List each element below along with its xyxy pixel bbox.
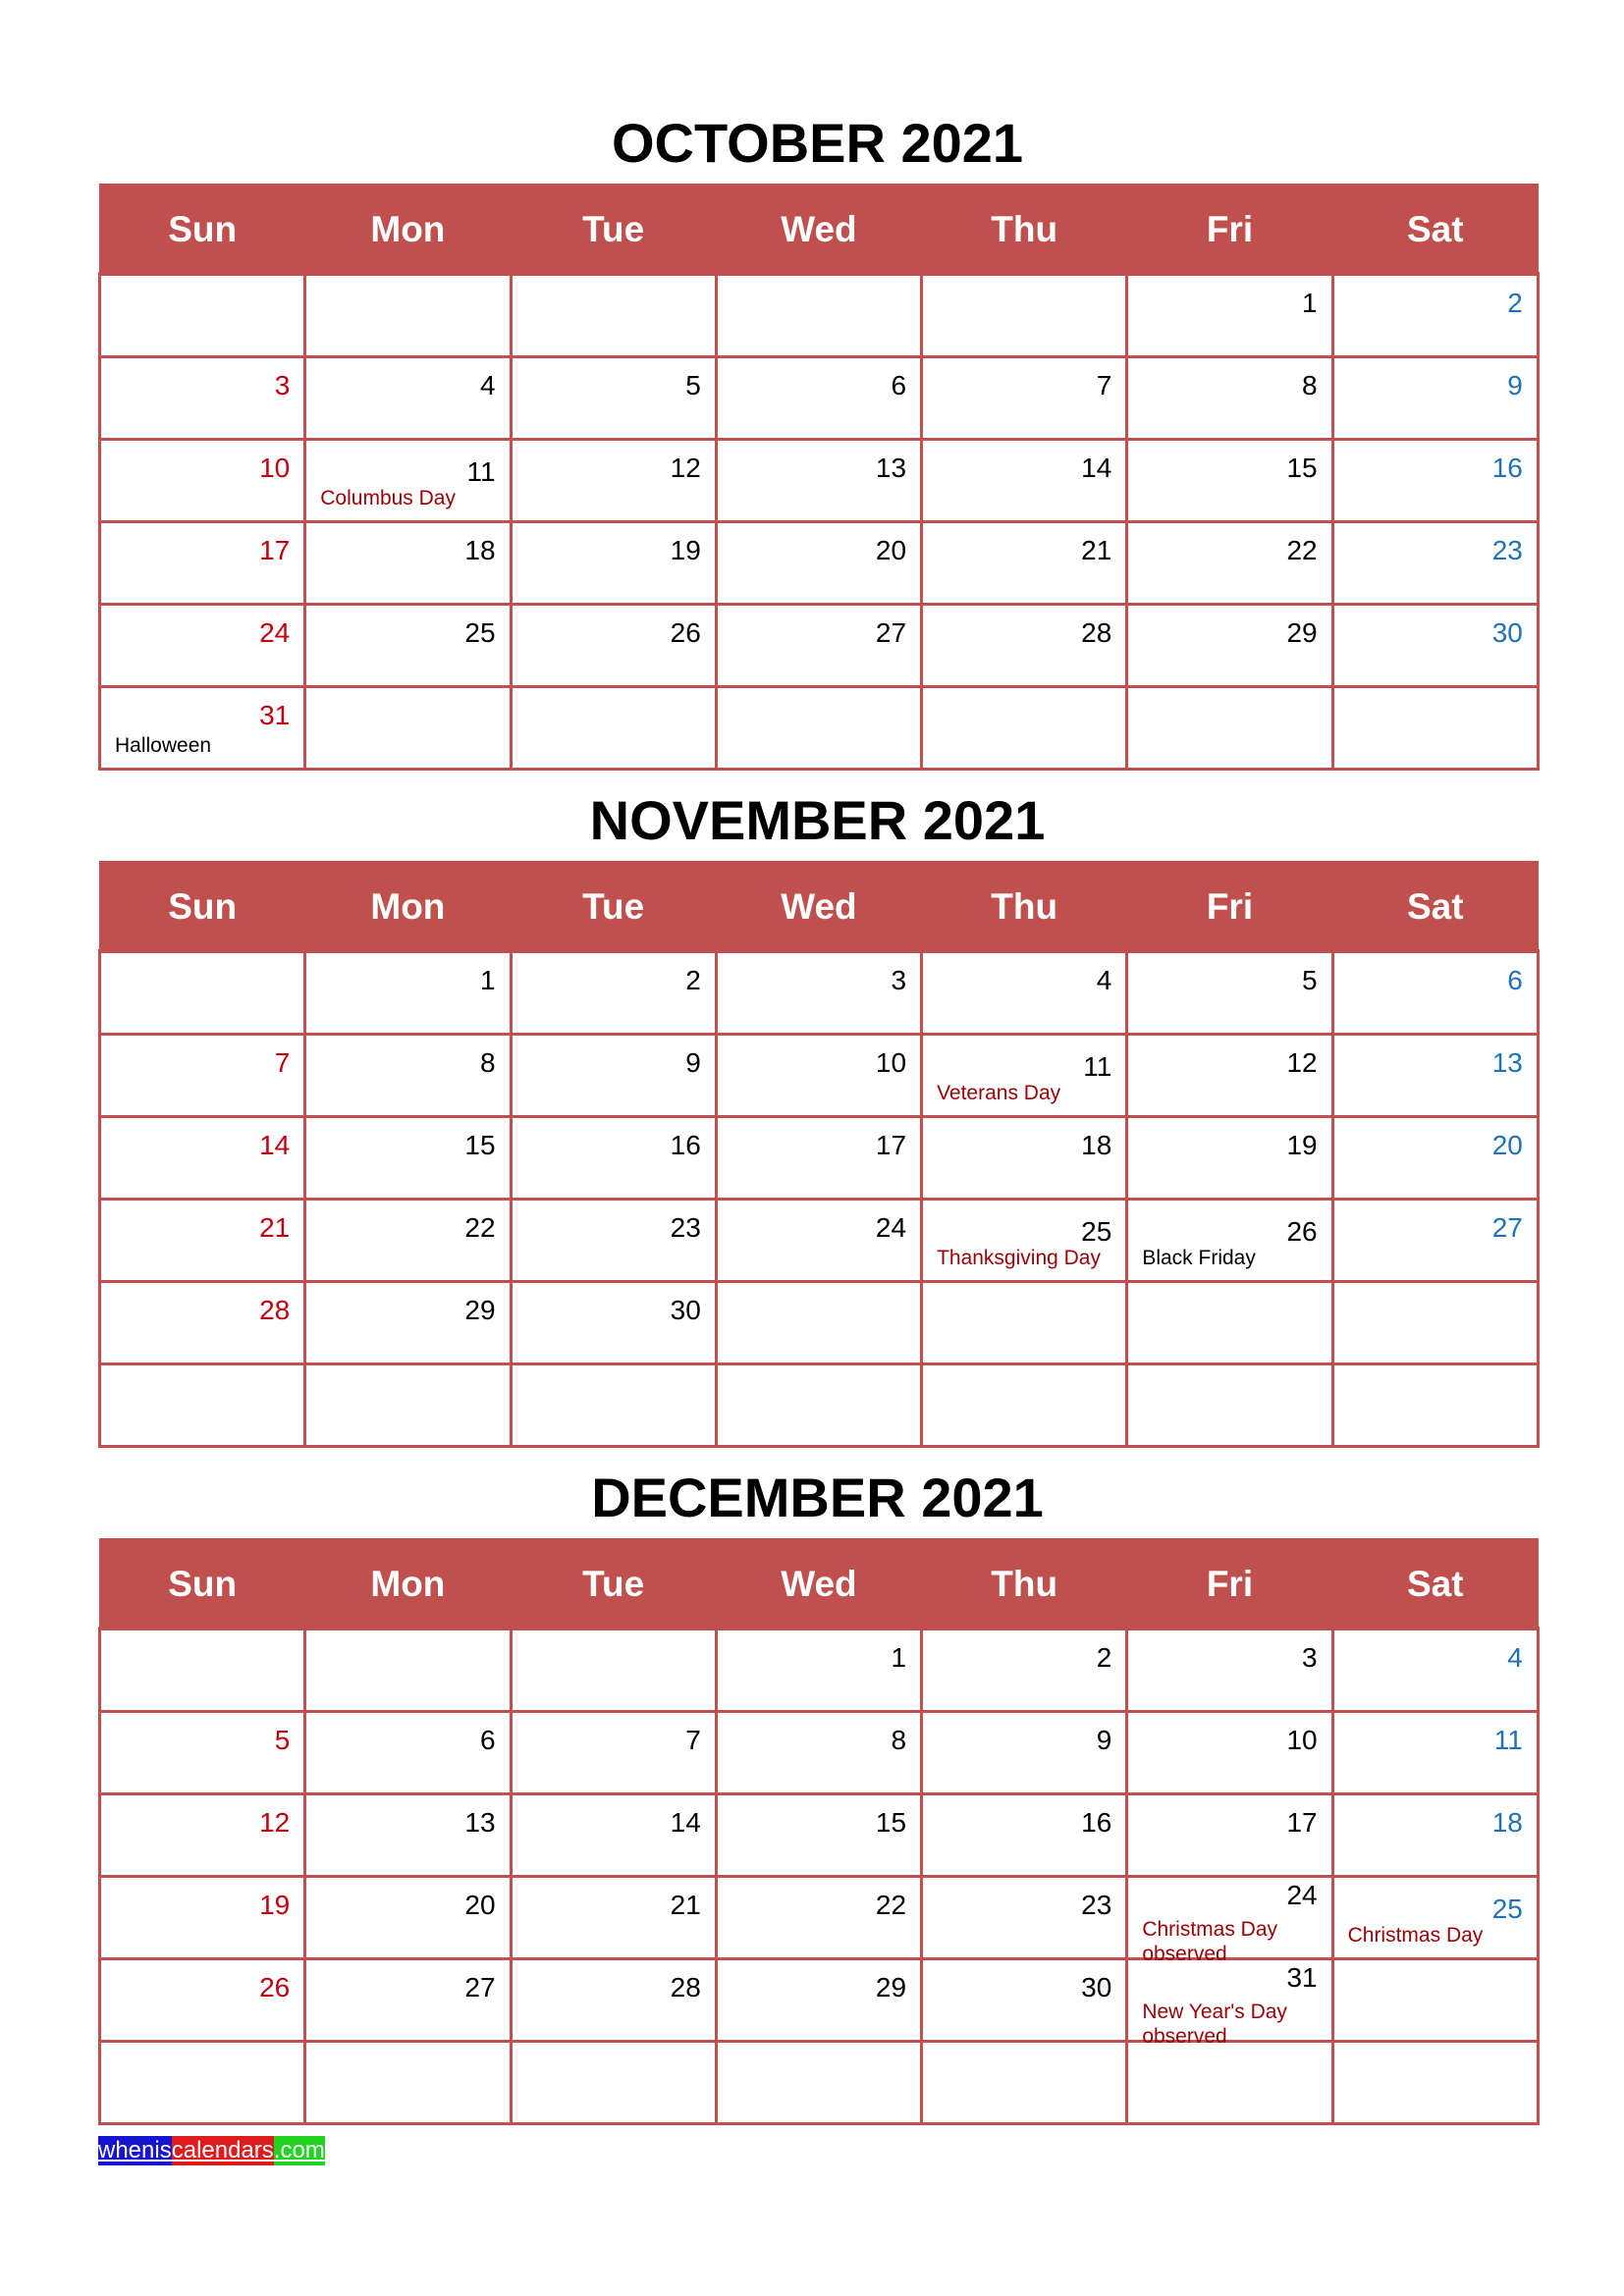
week-row [100, 356, 1539, 439]
empty-day-cell [922, 1363, 1127, 1446]
day-cell [100, 1034, 305, 1116]
day-number: 27 [464, 1971, 496, 2002]
weekday-header-wed: Wed [716, 186, 921, 275]
day-cell [922, 1793, 1127, 1876]
day-cell [100, 1793, 305, 1876]
day-number: 16 [1081, 1806, 1112, 1838]
empty-day-cell [100, 951, 305, 1034]
day-cell [511, 1793, 716, 1876]
day-cell [511, 1876, 716, 1958]
empty-day-cell [716, 1363, 921, 1446]
day-number: 22 [464, 1211, 496, 1243]
holiday-label: New Year's Day observed [1142, 2000, 1287, 2049]
day-number: 24 [1286, 1879, 1318, 1910]
week-row [100, 439, 1539, 521]
day-cell [511, 521, 716, 604]
day-cell [100, 1116, 305, 1199]
weekday-header-wed: Wed [716, 1540, 921, 1629]
weekday-header-fri: Fri [1127, 186, 1332, 275]
weekday-header-sun: Sun [100, 863, 305, 952]
day-cell [716, 1958, 921, 2041]
day-number: 12 [1286, 1046, 1318, 1078]
day-cell [716, 1199, 921, 1281]
day-number: 28 [259, 1294, 291, 1325]
week-row [100, 274, 1539, 356]
day-cell [1127, 1116, 1332, 1199]
day-number: 27 [1491, 1211, 1523, 1243]
week-row [100, 1958, 1539, 2041]
day-number: 23 [670, 1211, 701, 1243]
month-title-december: DECEMBER 2021 [591, 1467, 1044, 1528]
whenis-calendars-link[interactable] [98, 2136, 325, 2165]
day-cell [511, 604, 716, 686]
day-number: 10 [875, 1046, 907, 1078]
day-number: 5 [274, 1724, 291, 1755]
day-number: 25 [1491, 1893, 1523, 1924]
day-number: 13 [1491, 1046, 1523, 1078]
day-cell [511, 356, 716, 439]
day-cell [305, 1793, 511, 1876]
day-cell [922, 1711, 1127, 1793]
day-cell [100, 356, 305, 439]
weekday-header-sun: Sun [100, 186, 305, 275]
day-cell [100, 604, 305, 686]
week-row [100, 1116, 1539, 1199]
day-cell [1127, 951, 1332, 1034]
day-number: 30 [1081, 1971, 1112, 2002]
day-cell [511, 1281, 716, 1363]
empty-day-cell [100, 2041, 305, 2123]
day-cell [100, 1958, 305, 2041]
weekday-header-tue: Tue [511, 186, 716, 275]
weekday-header-mon: Mon [305, 186, 511, 275]
day-cell [305, 1958, 511, 2041]
day-cell [716, 1116, 921, 1199]
day-number: 14 [259, 1129, 291, 1160]
week-row [100, 1281, 1539, 1363]
day-number: 25 [1081, 1215, 1112, 1247]
empty-day-cell [511, 1363, 716, 1446]
weekday-header-tue: Tue [511, 863, 716, 952]
day-number: 7 [685, 1724, 701, 1755]
day-number: 15 [875, 1806, 907, 1838]
day-number: 16 [1491, 452, 1523, 483]
day-number: 21 [259, 1211, 291, 1243]
holiday-label: Christmas Day [1347, 1923, 1484, 1947]
day-number: 13 [875, 452, 907, 483]
calendar-december [98, 1538, 1540, 2125]
day-number: 17 [1286, 1806, 1318, 1838]
footer-link-part-calendars: calendars [171, 2137, 274, 2163]
day-number: 21 [670, 1889, 701, 1920]
day-cell [1332, 1199, 1538, 1281]
week-row [100, 1876, 1539, 1958]
day-number: 13 [464, 1806, 496, 1838]
weekday-header-fri: Fri [1127, 1540, 1332, 1629]
day-cell [100, 439, 305, 521]
day-cell [100, 1281, 305, 1363]
day-number: 29 [875, 1971, 907, 2002]
day-cell [1332, 356, 1538, 439]
weekday-header-fri: Fri [1127, 863, 1332, 952]
day-number: 21 [1081, 534, 1112, 565]
day-number: 3 [891, 965, 907, 995]
day-cell [305, 439, 511, 521]
day-number: 11 [1493, 1724, 1523, 1755]
empty-day-cell [716, 686, 921, 769]
day-number: 30 [670, 1294, 701, 1325]
week-row [100, 2041, 1539, 2123]
day-number: 22 [1286, 534, 1318, 565]
day-number: 8 [1302, 369, 1318, 400]
day-cell [1127, 1793, 1332, 1876]
weekday-header-thu: Thu [922, 863, 1127, 952]
day-cell [1127, 1199, 1332, 1281]
week-row [100, 1793, 1539, 1876]
empty-day-cell [1332, 686, 1538, 769]
day-cell [1127, 1711, 1332, 1793]
weekday-header-mon: Mon [305, 1540, 511, 1629]
day-number: 9 [685, 1046, 701, 1078]
day-cell [922, 1034, 1127, 1116]
day-cell [716, 951, 921, 1034]
empty-day-cell [922, 686, 1127, 769]
day-number: 26 [259, 1971, 291, 2002]
day-cell [511, 1116, 716, 1199]
day-cell [305, 1199, 511, 1281]
weekday-header-sun: Sun [100, 1540, 305, 1629]
holiday-label: Black Friday [1142, 1246, 1256, 1269]
day-number: 2 [685, 965, 701, 995]
empty-day-cell [305, 1363, 511, 1446]
holiday-label: Thanksgiving Day [937, 1246, 1101, 1269]
empty-day-cell [1127, 686, 1332, 769]
day-number: 2 [1096, 1642, 1112, 1673]
day-number: 30 [1491, 616, 1523, 648]
day-number: 18 [1081, 1129, 1112, 1160]
weekday-header-thu: Thu [922, 1540, 1127, 1629]
calendar-november [98, 861, 1540, 1448]
empty-day-cell [100, 1629, 305, 1711]
day-number: 12 [259, 1806, 291, 1838]
day-cell [305, 356, 511, 439]
day-cell [716, 521, 921, 604]
day-number: 7 [274, 1046, 291, 1078]
day-number: 10 [1286, 1724, 1318, 1755]
day-cell [305, 1034, 511, 1116]
day-cell [1332, 274, 1538, 356]
day-cell [100, 1711, 305, 1793]
holiday-label: Veterans Day [937, 1081, 1061, 1104]
empty-day-cell [305, 2041, 511, 2123]
day-number: 9 [1096, 1724, 1112, 1755]
day-cell [1332, 521, 1538, 604]
weekday-header-row [100, 863, 1539, 952]
empty-day-cell [1127, 2041, 1332, 2123]
day-cell [922, 951, 1127, 1034]
month-title-november: NOVEMBER 2021 [589, 789, 1046, 851]
day-number: 8 [479, 1046, 496, 1078]
day-number: 31 [259, 699, 291, 730]
day-number: 20 [464, 1889, 496, 1920]
empty-day-cell [511, 686, 716, 769]
footer-link-part-com: .com [273, 2137, 325, 2163]
day-number: 4 [1507, 1642, 1523, 1673]
day-cell [922, 439, 1127, 521]
empty-day-cell [1332, 1363, 1538, 1446]
weekday-header-sat: Sat [1332, 1540, 1538, 1629]
day-number: 24 [259, 616, 291, 648]
day-number: 4 [1096, 965, 1112, 995]
day-cell [1332, 951, 1538, 1034]
day-cell [511, 439, 716, 521]
day-cell [100, 1876, 305, 1958]
empty-day-cell [922, 2041, 1127, 2123]
day-cell [922, 604, 1127, 686]
day-number: 23 [1491, 534, 1523, 565]
week-row [100, 1199, 1539, 1281]
day-number: 14 [1081, 452, 1112, 483]
day-number: 18 [464, 534, 496, 565]
day-number: 1 [479, 965, 496, 995]
day-cell [716, 1793, 921, 1876]
day-number: 7 [1096, 369, 1112, 400]
holiday-label: Halloween [115, 733, 212, 757]
weekday-header-sat: Sat [1332, 186, 1538, 275]
empty-day-cell [1332, 1281, 1538, 1363]
weekday-header-tue: Tue [511, 1540, 716, 1629]
day-number: 17 [875, 1129, 907, 1160]
empty-day-cell [305, 686, 511, 769]
day-number: 31 [1286, 1961, 1318, 1993]
day-number: 26 [670, 616, 701, 648]
day-cell [1332, 1793, 1538, 1876]
day-cell [100, 521, 305, 604]
calendar-october [98, 184, 1540, 771]
weekday-header-row [100, 1540, 1539, 1629]
empty-day-cell [511, 2041, 716, 2123]
day-number: 23 [1081, 1889, 1112, 1920]
week-row [100, 1629, 1539, 1711]
day-number: 28 [1081, 616, 1112, 648]
holiday-label: Columbus Day [320, 486, 456, 509]
day-cell [716, 439, 921, 521]
day-number: 15 [1286, 452, 1318, 483]
day-cell [1332, 439, 1538, 521]
empty-day-cell [305, 1629, 511, 1711]
day-cell [511, 1711, 716, 1793]
day-number: 15 [464, 1129, 496, 1160]
day-cell [716, 604, 921, 686]
day-number: 29 [1286, 616, 1318, 648]
day-cell [305, 1711, 511, 1793]
day-cell [305, 521, 511, 604]
day-cell [1127, 274, 1332, 356]
empty-day-cell [716, 1281, 921, 1363]
day-number: 6 [891, 369, 907, 400]
week-row [100, 1711, 1539, 1793]
empty-day-cell [716, 274, 921, 356]
day-cell [716, 1629, 921, 1711]
day-number: 2 [1507, 288, 1523, 318]
empty-day-cell [1332, 2041, 1538, 2123]
day-cell [1332, 604, 1538, 686]
week-row [100, 686, 1539, 769]
day-number: 1 [891, 1642, 907, 1673]
day-number: 20 [875, 534, 907, 565]
day-cell [1127, 1876, 1332, 1966]
empty-day-cell [1332, 1958, 1538, 2041]
day-number: 6 [479, 1724, 496, 1755]
weekday-header-row [100, 186, 1539, 275]
day-cell [305, 1281, 511, 1363]
day-cell [511, 1199, 716, 1281]
day-cell [305, 951, 511, 1034]
day-cell [922, 521, 1127, 604]
day-number: 4 [479, 369, 496, 400]
day-cell [1332, 1629, 1538, 1711]
day-number: 5 [1302, 965, 1318, 995]
day-cell [1332, 1034, 1538, 1116]
week-row [100, 951, 1539, 1034]
day-cell [716, 1876, 921, 1958]
day-number: 17 [259, 534, 291, 565]
day-number: 27 [875, 616, 907, 648]
day-number: 19 [259, 1889, 291, 1920]
day-number: 29 [464, 1294, 496, 1325]
day-number: 26 [1286, 1215, 1318, 1247]
empty-day-cell [716, 2041, 921, 2123]
empty-day-cell [1127, 1363, 1332, 1446]
day-number: 10 [259, 452, 291, 483]
week-row [100, 1363, 1539, 1446]
day-cell [716, 1711, 921, 1793]
day-cell [1127, 1958, 1332, 2049]
month-title-october: OCTOBER 2021 [611, 112, 1024, 174]
day-number: 9 [1507, 369, 1523, 400]
empty-day-cell [511, 274, 716, 356]
day-number: 1 [1302, 288, 1318, 318]
day-number: 19 [670, 534, 701, 565]
day-number: 6 [1507, 965, 1523, 995]
weekday-header-mon: Mon [305, 863, 511, 952]
day-number: 3 [274, 369, 291, 400]
holiday-label: Christmas Day observed [1142, 1917, 1278, 1966]
day-cell [1127, 439, 1332, 521]
day-cell [100, 1199, 305, 1281]
day-cell [305, 1116, 511, 1199]
day-number: 11 [1083, 1050, 1112, 1082]
week-row [100, 521, 1539, 604]
day-number: 8 [891, 1724, 907, 1755]
day-number: 12 [670, 452, 701, 483]
footer-link-part-whenis: whenis [98, 2137, 172, 2163]
empty-day-cell [1127, 1281, 1332, 1363]
empty-day-cell [922, 274, 1127, 356]
day-cell [716, 1034, 921, 1116]
day-cell [305, 604, 511, 686]
day-cell [511, 951, 716, 1034]
day-cell [1127, 356, 1332, 439]
day-cell [1127, 1629, 1332, 1711]
day-cell [922, 1629, 1127, 1711]
day-cell [100, 686, 305, 769]
day-cell [922, 1199, 1127, 1281]
day-number: 11 [466, 455, 496, 487]
day-cell [716, 356, 921, 439]
day-number: 16 [670, 1129, 701, 1160]
day-number: 28 [670, 1971, 701, 2002]
day-cell [1332, 1711, 1538, 1793]
weekday-header-sat: Sat [1332, 863, 1538, 952]
week-row [100, 1034, 1539, 1116]
day-cell [1127, 521, 1332, 604]
day-number: 19 [1286, 1129, 1318, 1160]
week-row [100, 604, 1539, 686]
day-cell [1127, 604, 1332, 686]
day-number: 5 [685, 369, 701, 400]
empty-day-cell [100, 274, 305, 356]
day-number: 25 [464, 616, 496, 648]
day-number: 14 [670, 1806, 701, 1838]
day-cell [511, 1034, 716, 1116]
day-number: 3 [1302, 1642, 1318, 1673]
day-cell [1127, 1034, 1332, 1116]
day-number: 18 [1491, 1806, 1523, 1838]
empty-day-cell [305, 274, 511, 356]
day-cell [511, 1958, 716, 2041]
day-cell [922, 1876, 1127, 1958]
empty-day-cell [511, 1629, 716, 1711]
weekday-header-wed: Wed [716, 863, 921, 952]
day-cell [305, 1876, 511, 1958]
empty-day-cell [922, 1281, 1127, 1363]
day-number: 24 [875, 1211, 907, 1243]
day-number: 20 [1491, 1129, 1523, 1160]
day-cell [1332, 1116, 1538, 1199]
empty-day-cell [100, 1363, 305, 1446]
day-number: 22 [875, 1889, 907, 1920]
day-cell [922, 356, 1127, 439]
weekday-header-thu: Thu [922, 186, 1127, 275]
day-cell [922, 1958, 1127, 2041]
day-cell [1332, 1876, 1538, 1958]
day-cell [922, 1116, 1127, 1199]
